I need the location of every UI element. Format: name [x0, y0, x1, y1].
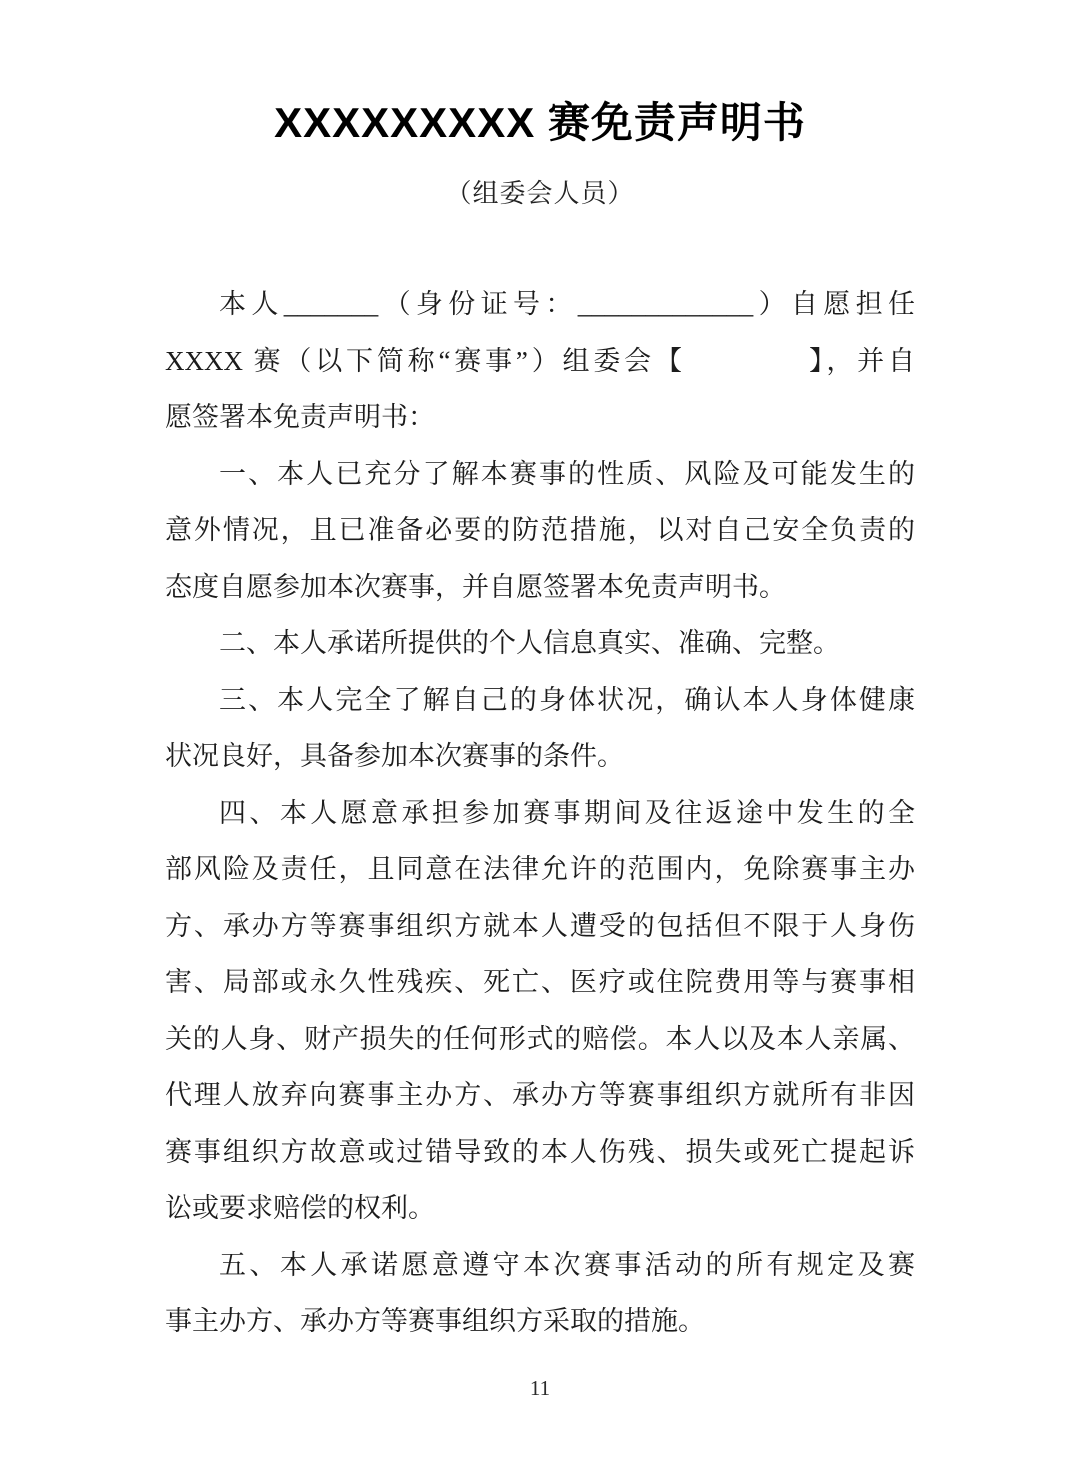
body-line: 部风险及责任，且同意在法律允许的范围内，免除赛事主办	[165, 854, 915, 884]
paragraph	[165, 672, 915, 785]
body-line: 关的人身、财产损失的任何形式的赔偿。本人以及本人亲属、	[165, 1023, 915, 1054]
body-line: 二、本人承诺所提供的个人信息真实、准确、完整。	[219, 628, 840, 658]
body-line: 事主办方、承办方等赛事组织方采取的措施。	[165, 1306, 705, 1336]
body-line: 态度自愿参加本次赛事，并自愿签署本免责声明书。	[165, 571, 786, 602]
body-line: 方、承办方等赛事组织方就本人遭受的包括但不限于人身伤	[165, 910, 915, 941]
paragraph	[165, 785, 915, 1237]
paragraph	[165, 615, 915, 672]
body-line: 状况良好，具备参加本次赛事的条件。	[165, 741, 624, 771]
document-body	[165, 276, 915, 1350]
body-line: 五、本人承诺愿意遵守本次赛事活动的所有规定及赛	[219, 1249, 915, 1280]
document-subtitle: （组委会人员）	[445, 179, 635, 208]
paragraph	[165, 1237, 915, 1350]
paragraph	[165, 446, 915, 616]
body-line: 代理人放弃向赛事主办方、承办方等赛事组织方就所有非因	[165, 1080, 915, 1110]
body-line: 三、本人完全了解自己的身体状况，确认本人身体健康	[219, 684, 915, 715]
page-number: 11	[529, 1375, 551, 1400]
body-line: XXXX 赛（以下简称“赛事”）组委会【 】，并自	[165, 345, 915, 376]
body-line: 本人_______（身份证号：_____________）自愿担任	[219, 289, 915, 319]
body-line: 赛事组织方故意或过错导致的本人伤残、损失或死亡提起诉	[165, 1136, 915, 1167]
paragraph	[165, 276, 915, 446]
document-title: XXXXXXXXX 赛免责声明书	[274, 99, 806, 146]
body-line: 讼或要求赔偿的权利。	[165, 1193, 435, 1223]
body-line: 意外情况，且已准备必要的防范措施，以对自己安全负责的	[165, 515, 915, 545]
body-line: 愿签署本免责声明书：	[165, 402, 435, 432]
body-line: 四、本人愿意承担参加赛事期间及往返途中发生的全	[219, 797, 915, 828]
body-line: 害、局部或永久性残疾、死亡、医疗或住院费用等与赛事相	[165, 967, 915, 997]
body-line: 一、本人已充分了解本赛事的性质、风险及可能发生的	[219, 458, 915, 489]
